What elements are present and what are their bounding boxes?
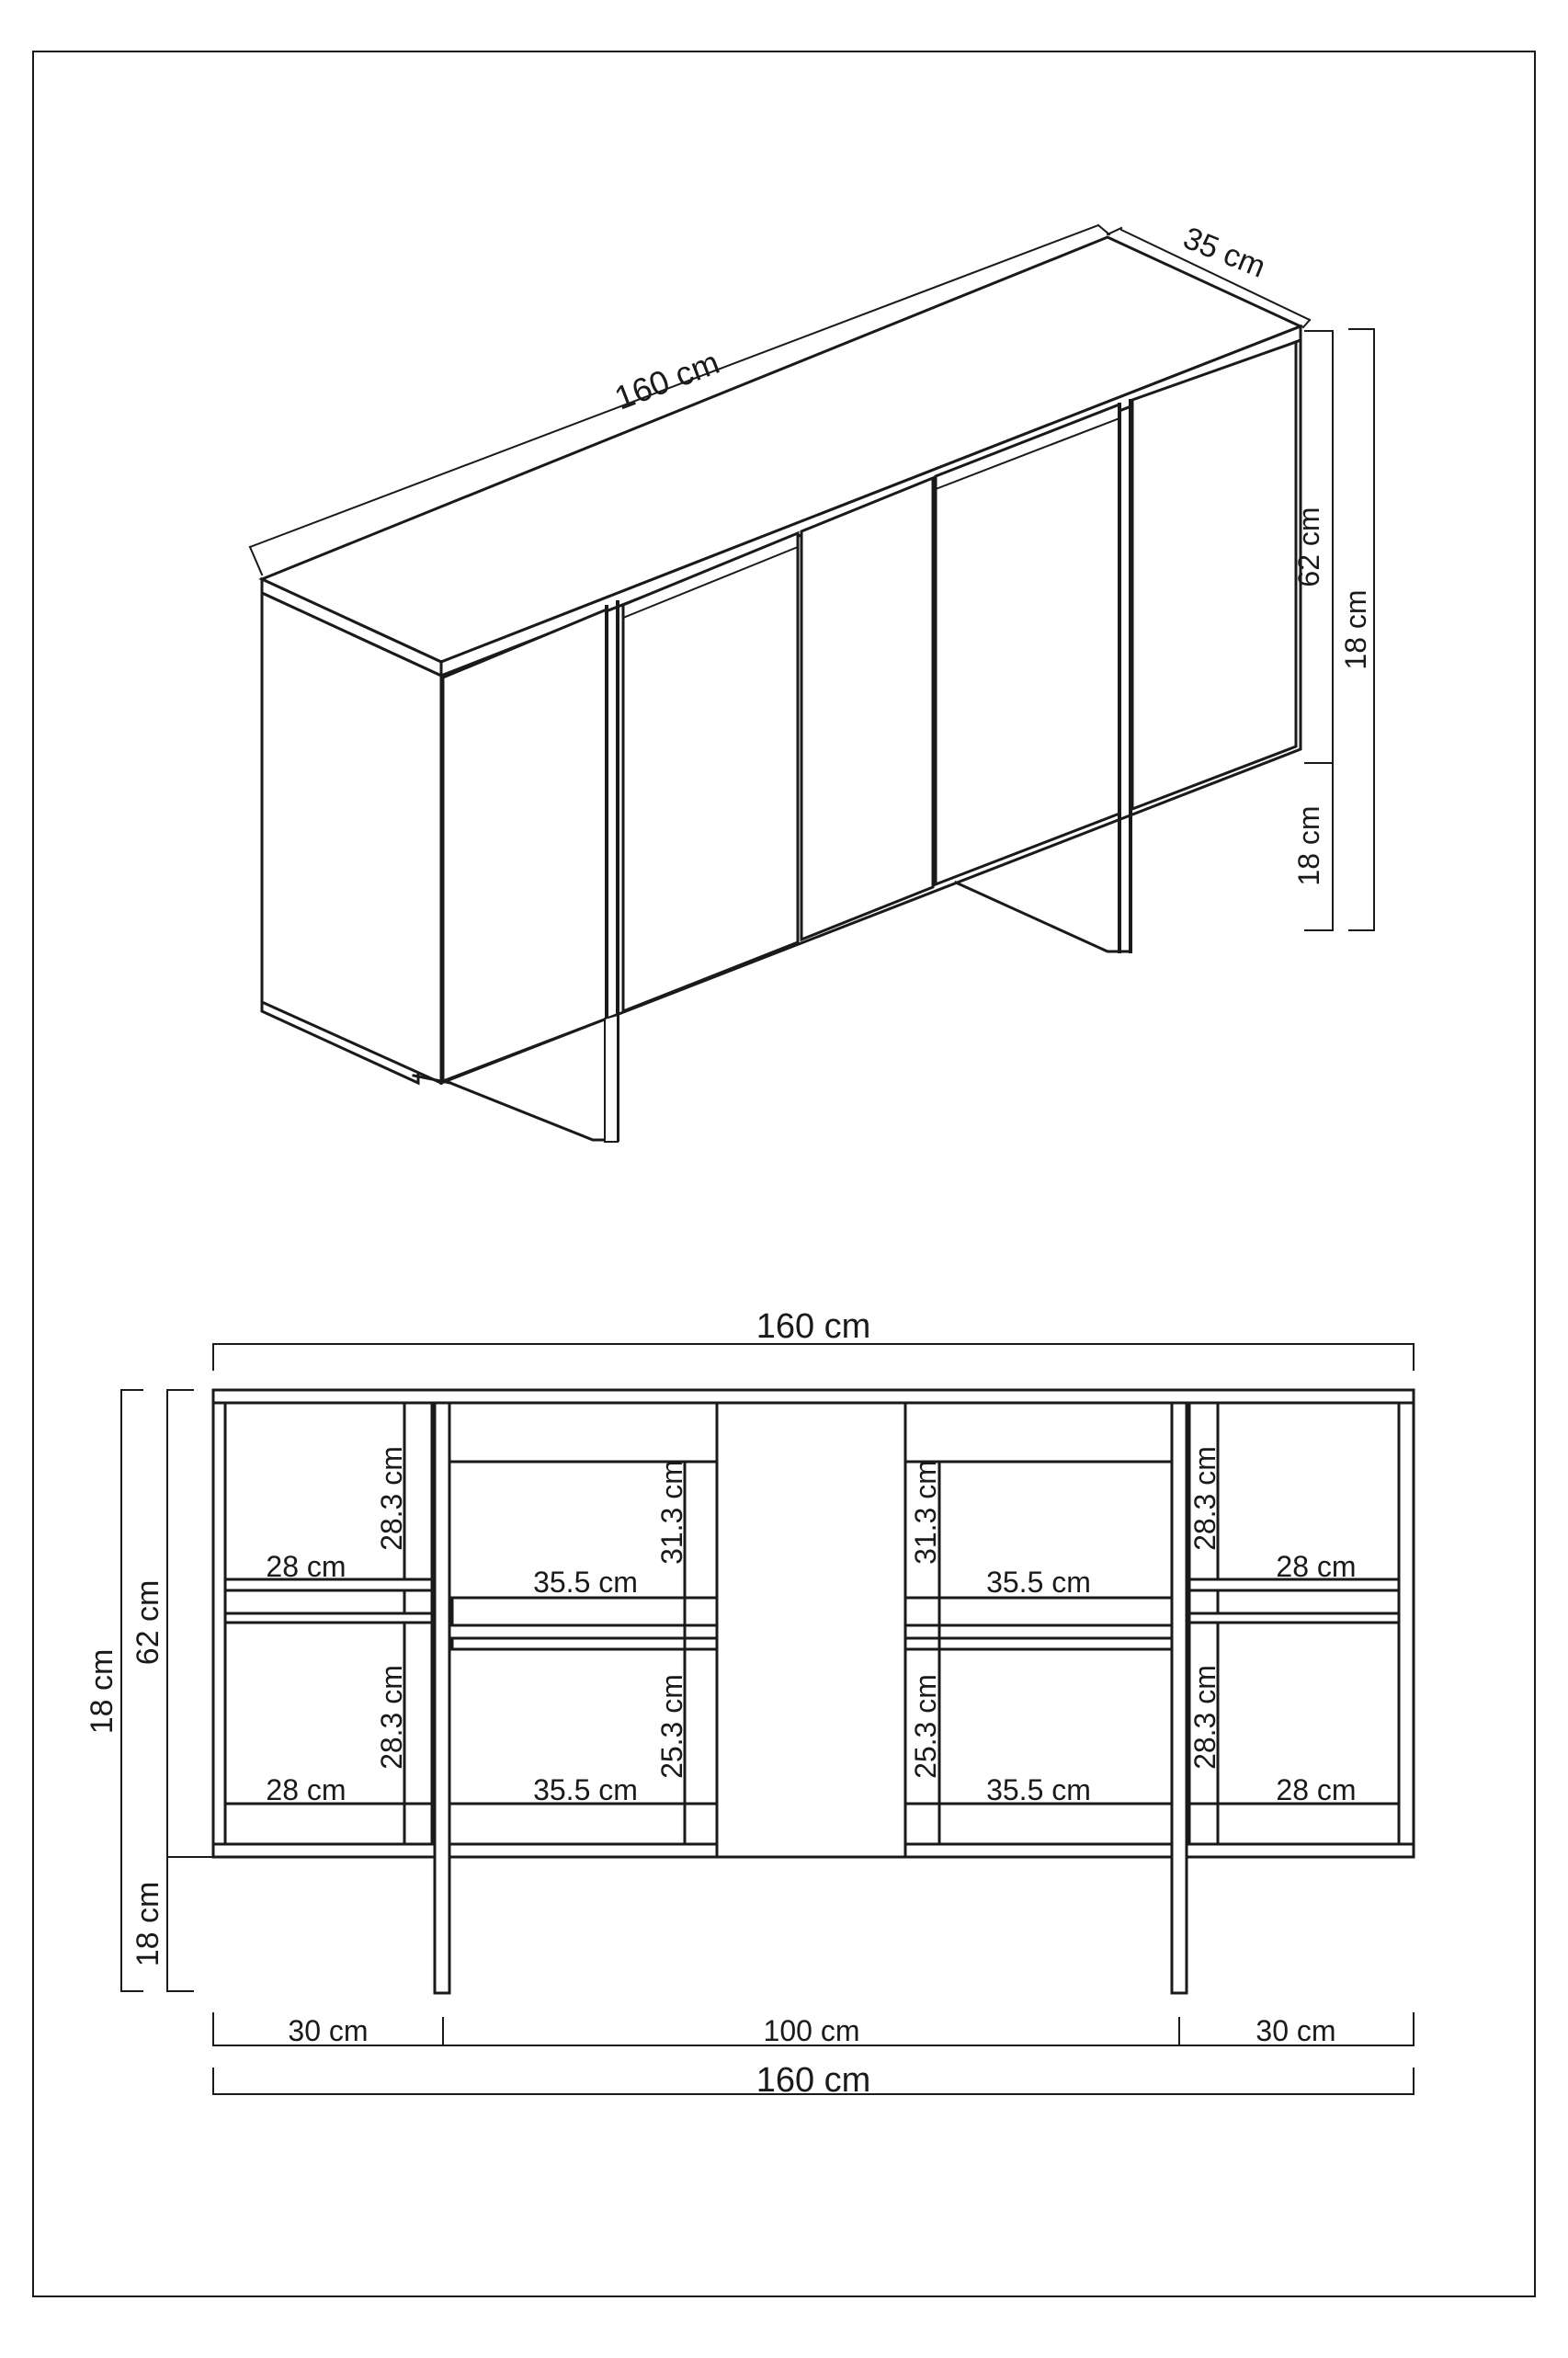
front-top-width-label: 160 cm [756, 1307, 871, 1346]
front-left-leg [435, 1403, 449, 1993]
label-left-upper-width: 28 cm [266, 1550, 347, 1583]
front-leg-height-label: 18 cm [131, 1881, 165, 1967]
front-top-width-dimension [213, 1307, 1414, 1370]
label-right-lower-width: 28 cm [1276, 1773, 1357, 1806]
label-rightinner-upper-height: 31.3 cm [909, 1460, 942, 1565]
label-left-upper-height: 28.3 cm [375, 1446, 408, 1551]
front-bottom-dimensions [213, 2013, 1414, 2100]
label-leftinner-upper-width: 35.5 cm [533, 1566, 638, 1599]
front-view [85, 1307, 1414, 2100]
front-left-height-dimensions [85, 1390, 213, 1991]
label-rightinner-upper-width: 35.5 cm [986, 1566, 1091, 1599]
label-right-upper-width: 28 cm [1276, 1550, 1357, 1583]
label-right-upper-height: 28.3 cm [1188, 1446, 1221, 1551]
iso-depth-label: 35 cm [1178, 220, 1271, 285]
iso-width-label: 160 cm [609, 343, 724, 417]
iso-body-height-label: 62 cm [1292, 507, 1325, 587]
front-top-slab [213, 1390, 1414, 1403]
label-left-lower-height: 28.3 cm [375, 1665, 408, 1770]
isometric-view [250, 221, 1374, 1142]
iso-leg-height-label: 18 cm [1292, 805, 1325, 886]
label-leftinner-lower-height: 25.3 cm [655, 1674, 688, 1779]
label-right-lower-height: 28.3 cm [1188, 1665, 1221, 1770]
label-rightinner-lower-height: 25.3 cm [909, 1674, 942, 1779]
front-total-height-label: 18 cm [85, 1648, 119, 1735]
front-center-panel [717, 1403, 905, 1857]
iso-height-dimensions [1292, 329, 1374, 930]
front-right-leg [1172, 1403, 1187, 1993]
label-leftinner-lower-width: 35.5 cm [533, 1773, 638, 1806]
label-leftinner-upper-height: 31.3 cm [655, 1460, 688, 1565]
bottom-middle-label: 100 cm [763, 2014, 860, 2047]
iso-left-side [262, 593, 441, 1083]
label-rightinner-lower-width: 35.5 cm [986, 1773, 1091, 1806]
label-left-lower-width: 28 cm [266, 1773, 347, 1806]
iso-total-height-label: 18 cm [1339, 589, 1372, 670]
bottom-total-label: 160 cm [756, 2061, 871, 2100]
front-body-height-label: 62 cm [131, 1579, 165, 1666]
bottom-left-label: 30 cm [288, 2014, 369, 2047]
bottom-right-label: 30 cm [1256, 2014, 1336, 2047]
